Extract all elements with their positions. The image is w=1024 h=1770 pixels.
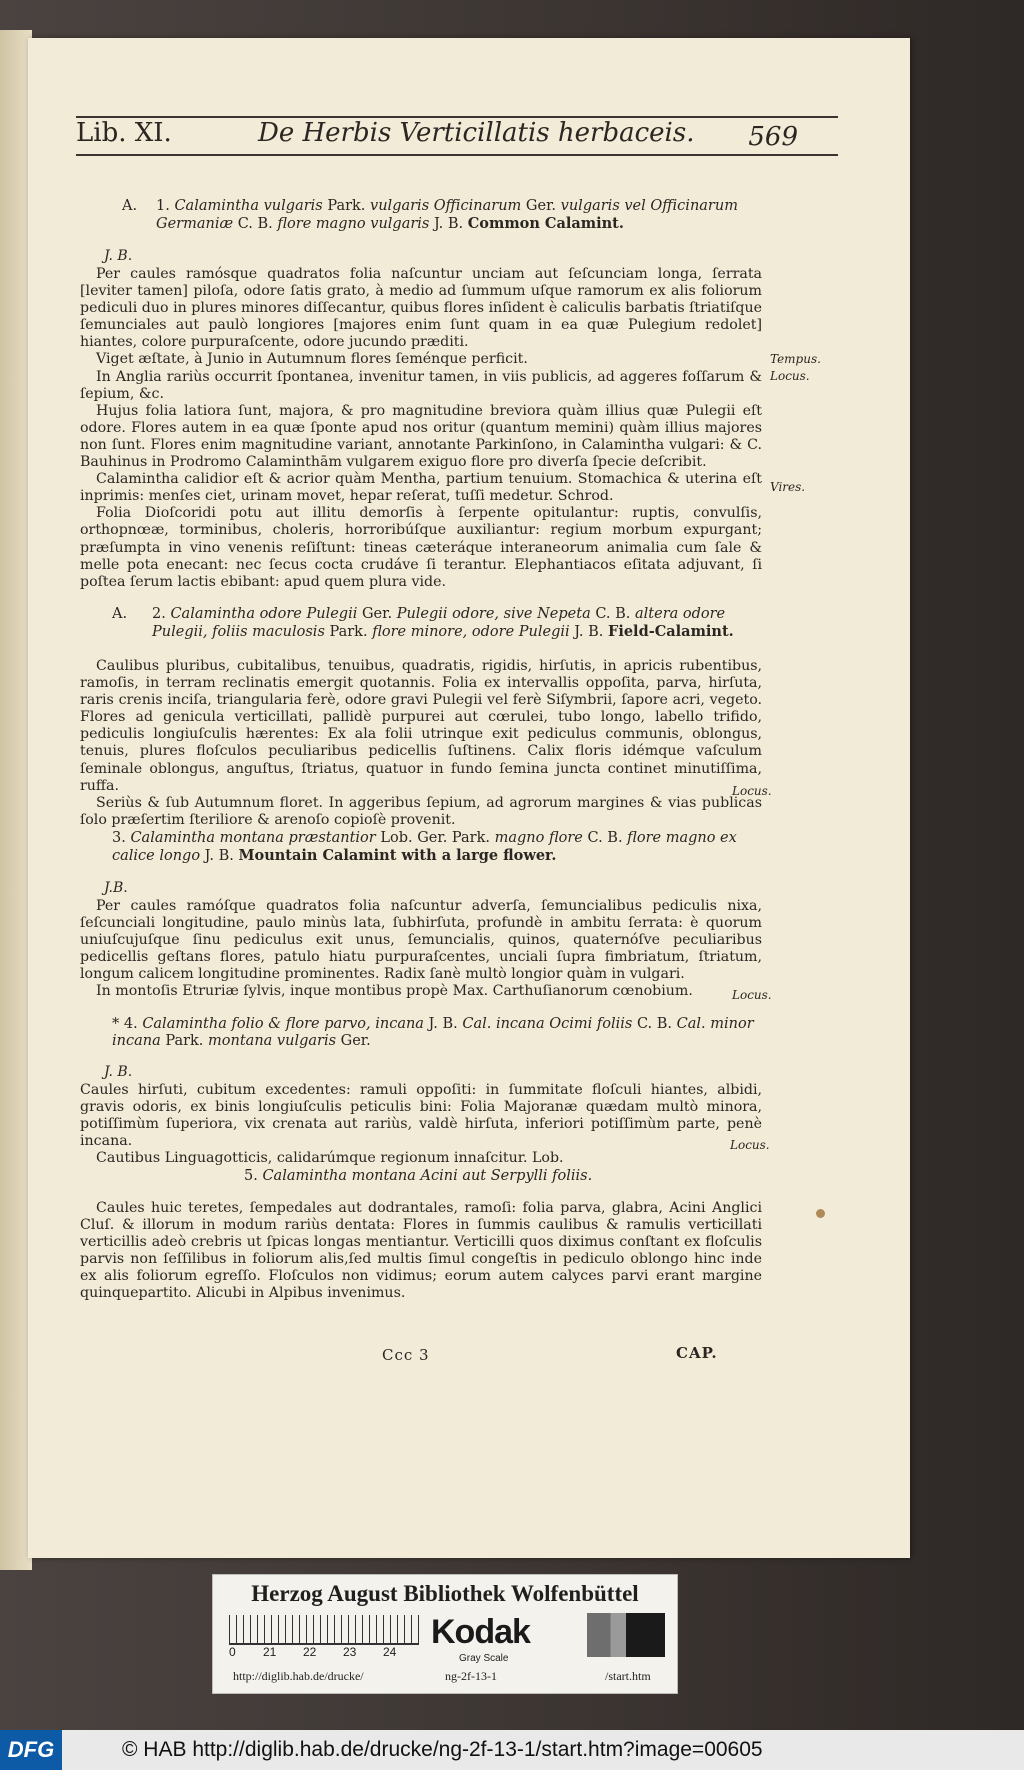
margin-note: Locus. (732, 784, 772, 798)
card-url-right: /start.htm (605, 1669, 651, 1683)
jb-label: J. B. (104, 1064, 133, 1080)
ruler-number: 24 (383, 1645, 397, 1659)
scan-target-card (212, 1574, 678, 1694)
entry-2-text (80, 658, 762, 829)
ink-spot (816, 1209, 825, 1218)
entry-synonym: flore magno vulgaris (277, 216, 430, 232)
entry-number: 1. (156, 198, 170, 214)
entry-synonym: vulgaris vel Officinarum Germaniæ (156, 198, 738, 232)
entry-author: Ger. (521, 198, 561, 214)
library-name: Herzog August Bibliothek Wolfenbüttel (251, 1581, 639, 1606)
paragraph: Cautibus Linguagotticis, calidarúmque regionum innaſcitur. Lob. (96, 1150, 564, 1167)
entry-number: 2. (152, 606, 166, 622)
entry-5-text (80, 1200, 762, 1303)
paragraph: Calamintha calidior eſt & acrior quàm Mentha, partium tenuium. Stomachica & uterina eſt inprimis: menſes ciet, urinam movet, hepar reſerat, tuſſi medetur. Schrod. (80, 471, 762, 505)
entry-3-heading (112, 830, 762, 865)
entry-author: C. B. (233, 216, 278, 232)
paragraph: Hujus folia latiora ſunt, majora, & pro magnitudine breviora quàm illius quæ Pulegii eſt odore. Flores autem in ea quæ ſponte apud nos oritur (quantum memini) quàm illius majores non ſunt. Flores enim magnitudine variant, annotante Parkinſono, in Calamintha vulgari: & C. Bauhinus in Prodromo Calaminthām vulgarem exiguo flore pro diverſa ſpecie deſcribit. (80, 402, 762, 471)
margin-note: Locus. (730, 1138, 770, 1152)
margin-note: Tempus. (770, 352, 821, 366)
margin-note: Vires. (770, 480, 806, 494)
ruler-number: 21 (263, 1645, 277, 1659)
copyright-link[interactable]: © HAB http://diglib.hab.de/drucke/ng-2f-13-1/start.htm?image=00605 (122, 1738, 763, 1761)
entry-synonym: montana vulgaris (208, 1033, 337, 1049)
card-url-mid: ng-2f-13-1 (445, 1669, 497, 1683)
entry-name: Calamintha odore Pulegii (170, 606, 358, 622)
book-page (28, 38, 910, 1558)
card-url-left: http://diglib.hab.de/drucke/ (233, 1669, 364, 1683)
entry-author: Park. (324, 624, 373, 640)
paragraph: Per caules ramóſque quadratos folia naſcuntur adverſa, ſemuncialibus pediculis nixa, ſeſcunciali longitudine, paulo minùs lata, ſubhirſuta, profundè in ambitu ſerrata: è quorum uniuſcujuſque ſinu pediculus exit unus, ſemuncialis, quinos, quaternóſve peculiaribus pedicellis geſtans flores, patulo hiatu purpuraſcentes, unciali ſupra fimbriatum, ſtriatum, longum calicem longitudine prominentes. Radix ſanè multò longior quàm in vulgari. (80, 898, 762, 983)
kodak-logo: Kodak (431, 1613, 530, 1651)
entry-synonym: Cal. minor incana (112, 1016, 754, 1049)
header-rule-bottom (76, 154, 838, 156)
ruler-number: 22 (303, 1645, 317, 1659)
paragraph: In montoſis Etruriæ ſylvis, inque montibus propè Max. Carthuſianorum cœnobium. (96, 983, 693, 1000)
entry-synonym: flore magno ex calice longo (112, 830, 737, 864)
paragraph: In Anglia rariùs occurrit ſpontanea, invenitur tamen, in viis publicis, ad aggeres foſſarum & ſepium, &c. (80, 368, 762, 402)
jb-label: J. B. (104, 248, 133, 264)
catchword: CAP. (676, 1344, 718, 1362)
running-head-book: Lib. XI. (76, 118, 172, 148)
dfg-logo[interactable]: DFG (0, 1730, 62, 1770)
entry-5-heading (244, 1168, 844, 1185)
footer-bar (0, 1730, 1024, 1770)
paragraph: Per caules ramósque quadratos folia naſcuntur unciam aut ſeſcunciam longa, ſerrata [leviter tamen] piloſa, odore ſatis grato, à medio ad ſummum uſque ramorum ex alis foliorum pediculi duo in plures minores diſſecantur, quibus flores inſident è caliculis barbatis ſtriatiſque ſemunciales aut paulò longiores [majores enim ſunt quam in ea quæ Pulegium redolet] hiantes, colore purpuraſcente, odore jucundo præditi. (80, 266, 762, 351)
page-number: 569 (748, 122, 798, 152)
entry-4-heading (112, 1016, 762, 1050)
paragraph: Caules hirſuti, cubitum excedentes: ramuli oppoſiti: in ſummitate floſculi hiantes, albidi, gravis odoris, ex binis longiuſculis peticulis bini: Folia Majoranæ quædam multò minora, potiſſimùm ſuperiora, vix crenata aut rariùs, valdè hirſuta, inferiori potiſſimùm parte, penè incana. (80, 1082, 762, 1150)
entry-1-heading (122, 198, 756, 233)
entry-author: C. B. (632, 1016, 677, 1032)
entry-letter: A. (122, 198, 138, 214)
entry-author: J. B. (429, 216, 468, 232)
running-head-title: De Herbis Verticillatis herbaceis. (258, 118, 695, 148)
entry-author: J. B. (200, 848, 239, 864)
jb-label: J.B. (104, 880, 128, 896)
entry-author: Ger. (336, 1033, 371, 1049)
entry-number: * 4. (112, 1016, 138, 1032)
entry-name: Calamintha montana Acini aut Serpylli foliis. (262, 1168, 593, 1184)
entry-author: Lob. Ger. Park. (375, 830, 495, 846)
entry-letter: A. (112, 606, 128, 622)
signature-mark: Ccc 3 (382, 1346, 430, 1364)
entry-name: Calamintha folio & flore parvo, incana (142, 1016, 424, 1032)
gray-scale-label: Gray Scale (459, 1653, 509, 1664)
entry-2-heading (112, 606, 752, 641)
paragraph: Caulibus pluribus, cubitalibus, tenuibus, quadratis, rigidis, hirſutis, in apricis rubentibus, ramoſis, in terram reclinatis emergit quotannis. Folia ex intervallis oppoſita, parva, hirſuta, raris crenis inciſa, triangularia ferè, odore gravi Pulegii vel ferè Siſymbrii, ſapore acri, vegeto. Flores ad genicula verticillati, pallidè purpurei aut cœrulei, tubo longo, labello trifido, pediculis longiuſculis hærentes: Ex ala folii utrinque exit pediculus communis, oblongus, tenuis, plures floſculos peculiaribus pedicellis ſuſtinens. Calix floris idémque vaſculum ſeminale oblongus, anguſtus, ſtriatus, quatuor in fundo ſemina juncta continet minutiſſima, ruffa. (80, 658, 762, 794)
margin-note: Locus. (732, 988, 772, 1002)
entry-author: C. B. (582, 830, 628, 846)
entry-author: Park. (322, 198, 371, 214)
entry-1-text (80, 266, 762, 591)
english-name: Common Calamint. (467, 215, 624, 232)
entry-author: J. B. (569, 624, 609, 640)
ruler-number: 0 (229, 1645, 236, 1659)
entry-author: J. B. (423, 1016, 463, 1032)
paragraph: Caules huic teretes, ſempedales aut dodrantales, ramoſi: folia parva, glabra, Acini Anglici Cluſ. & illorum in modum rariùs dentata: Flores in ſummis caulibus & ramulis verticillati verticillis adeò crebris ut ſpicas longas mentiantur. Verticilli quos diximus conſtant ex floſculis parvis non ſeſſilibus in foliorum alis,ſed multis ſimul congeſtis in pediculo oblongo hinc inde ex alis foliorum egreſſo. Floſculos non vidimus; eorum autem calyces parvi erant margine quinquepartito. Alicubi in Alpibus invenimus. (80, 1200, 762, 1302)
paragraph: Viget æſtate, à Junio in Autumnum flores ſeménque perficit. (96, 351, 528, 368)
entry-author: C. B. (590, 606, 635, 622)
margin-note: Locus. (770, 369, 810, 383)
scale-ruler (229, 1615, 419, 1645)
paragraph: Folia Dioſcoridi potu aut illitu demorſis à ſerpente opitulantur: ruptis, convulſis, orthopnœæ, torminibus, choleris, horroribúſque auxiliantur: regium morbum expurgant; præſumpta in vino venenis reſiſtunt: tineas cæteráque interaneorum animalia cum ſale & melle pota enecant: nec ſecus cocta crudáve ſi terantur. Elephantiacos eſitata adjuvant, ſi poſtea ſerum lactis ebibant: apud quem plura vide. (80, 505, 762, 590)
english-name: Field-Calamint. (608, 623, 734, 640)
entry-3-text (80, 898, 762, 1001)
ruler-number: 23 (343, 1645, 357, 1659)
entry-name: Calamintha vulgaris (174, 198, 323, 214)
entry-4-text (80, 1082, 762, 1167)
entry-synonym: altera odore Pulegii, foliis maculosis (152, 606, 726, 640)
entry-synonym: Pulegii odore, sive Nepeta (396, 606, 591, 622)
entry-synonym: magno flore (494, 830, 583, 846)
entry-synonym: Cal. incana Ocimi foliis (462, 1016, 633, 1032)
paragraph: Seriùs & ſub Autumnum floret. In aggeribus ſepium, ad agrorum margines & vias publicas ſolo præſertim ſteriliore & arenoſo copioſè provenit. (80, 794, 762, 828)
entry-name: Calamintha montana præstantior (130, 830, 376, 846)
entry-number: 5. (244, 1168, 258, 1184)
entry-number: 3. (112, 830, 126, 846)
english-name: Mountain Calamint with a large flower. (238, 847, 557, 864)
entry-synonym: flore minore, odore Pulegii (372, 624, 570, 640)
gray-scale-swatch (587, 1613, 665, 1657)
entry-author: Park. (160, 1033, 209, 1049)
entry-author: Ger. (357, 606, 397, 622)
entry-synonym: vulgaris Officinarum (370, 198, 522, 214)
